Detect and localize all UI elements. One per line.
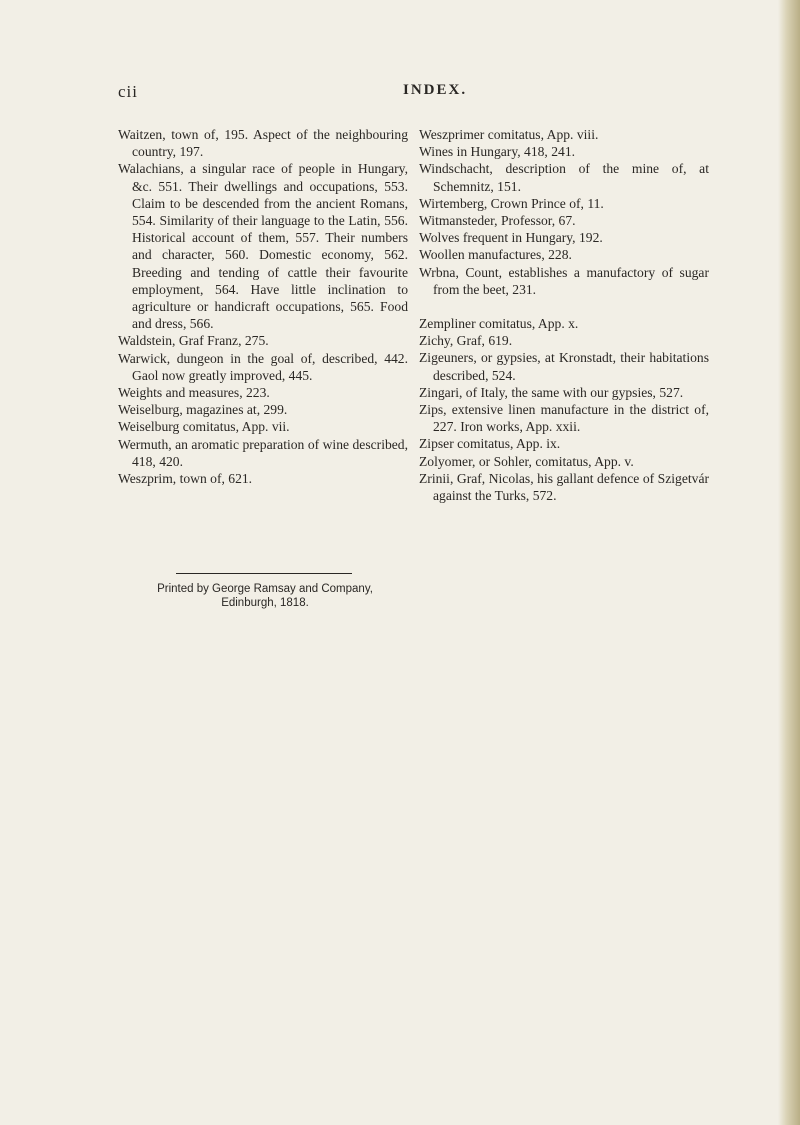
index-entry: Zigeuners, or gypsies, at Kronstadt, their habitations described, 524.: [419, 350, 709, 383]
index-entry: Zipser comitatus, App. ix.: [419, 436, 561, 452]
index-entry: Zolyomer, or Sohler, comitatus, App. v.: [419, 453, 634, 469]
letter-section-gap: [419, 298, 709, 315]
index-entry: Waldstein, Graf Franz, 275.: [118, 333, 269, 349]
index-entry: Wrbna, Count, establishes a manufactory of sugar from the beet, 231.: [419, 264, 709, 297]
left-column: [118, 126, 408, 487]
index-entry: Weights and measures, 223.: [118, 385, 270, 401]
right-column: [419, 126, 709, 504]
page-number: cii: [118, 82, 138, 101]
index-entry: Zips, extensive linen manufacture in the district of, 227. Iron works, App. xxii.: [419, 402, 709, 435]
index-entry: Zrinii, Graf, Nicolas, his gallant defence of Szigetvár against the Turks, 572.: [419, 470, 709, 504]
index-entry: Weszprimer comitatus, App. viii.: [419, 127, 599, 142]
imprint-line-1: Printed by George Ramsay and Company,: [157, 583, 373, 595]
index-entry: Weiselburg comitatus, App. vii.: [118, 419, 290, 435]
index-entry: Wines in Hungary, 418, 241.: [419, 144, 576, 160]
index-entry: Zempliner comitatus, App. x.: [419, 316, 579, 332]
index-entry: Wirtemberg, Crown Prince of, 11.: [419, 195, 604, 211]
page-header: [118, 82, 678, 104]
index-entry: Weiselburg, magazines at, 299.: [118, 402, 288, 418]
index-entry: Warwick, dungeon in the goal of, described, 442. Gaol now greatly improved, 445.: [118, 350, 408, 383]
page-title: INDEX.: [403, 82, 468, 98]
index-entry: Waitzen, town of, 195. Aspect of the neighbouring country, 197.: [118, 127, 408, 160]
index-entry: Woollen manufactures, 228.: [419, 247, 572, 263]
imprint-rule: [176, 573, 352, 574]
index-entry: Windschacht, description of the mine of, at Schemnitz, 151.: [419, 161, 709, 194]
index-entry: Witmansteder, Professor, 67.: [419, 213, 576, 229]
printer-imprint: [150, 582, 380, 610]
index-entry: Zichy, Graf, 619.: [419, 333, 513, 349]
imprint-line-2: Edinburgh, 1818.: [221, 597, 309, 609]
index-entry: Zingari, of Italy, the same with our gypsies, 527.: [419, 384, 684, 400]
page-edge-shadow: [778, 0, 800, 1125]
index-entry: Weszprim, town of, 621.: [118, 471, 253, 487]
index-entry: Walachians, a singular race of people in Hungary, &c. 551. Their dwellings and occupations, 553. Claim to be descended from the ancient Romans, 554. Similarity of their language to the Latin, 556. Historical account of them, 557. Their numbers and character, 560. Domestic economy, 562. Breeding and tending of cattle their favourite employment, 564. Have little inclination to agriculture or handicraft occupations, 565. Food and dress, 566.: [118, 161, 408, 332]
index-entry: Wolves frequent in Hungary, 192.: [419, 230, 603, 246]
index-entry: Wermuth, an aromatic preparation of wine described, 418, 420.: [118, 436, 408, 469]
